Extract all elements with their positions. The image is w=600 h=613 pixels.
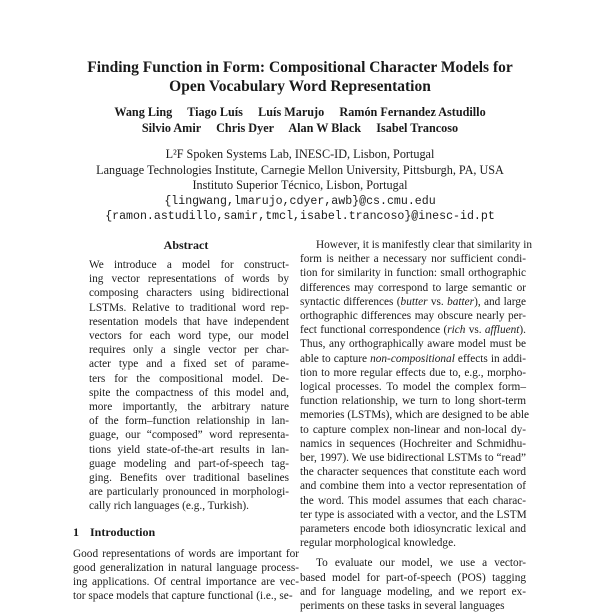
- body-text-line: able to capture non-compositional effects in addi-: [300, 352, 526, 365]
- body-text-line: Good representations of words are important for: [73, 547, 299, 560]
- abstract-line: guage, our “composed” word representa-: [89, 429, 289, 442]
- body-text-line: To evaluate our model, we use a vector-: [316, 557, 526, 570]
- body-text-line: However, it is manifestly clear that similarity in: [316, 239, 533, 251]
- form-function-paragraph: [300, 238, 533, 550]
- body-text-line: and combine them into a vector representation of: [300, 480, 526, 493]
- abstract-line: resentation models that have independent: [89, 315, 289, 328]
- body-text-line: Thus, any orthographically aware model must be: [300, 338, 526, 351]
- authors-line-2: Silvio Amir Chris Dyer Alan W Black Isabel Trancoso: [141, 121, 459, 135]
- abstract-line: are particularly pronounced in morphologi-: [89, 486, 289, 499]
- abstract-line: of the form–function relationship in lan-: [89, 415, 289, 428]
- title-line-2: Open Vocabulary Word Representation: [169, 78, 431, 95]
- abstract-line: composing characters using bidirectional: [89, 287, 289, 300]
- abstract-line: ters for the compositional model. De-: [89, 372, 289, 385]
- abstract-heading: Abstract: [163, 238, 209, 252]
- abstract-body: [89, 258, 289, 514]
- authors-line-1: Wang Ling Tiago Luís Luís Marujo Ramón Fernandez Astudillo: [114, 105, 486, 119]
- introduction-paragraph: [73, 547, 299, 604]
- body-text-line: form is neither a necessary nor sufficient condi-: [300, 253, 526, 266]
- body-text-line: the character sequences that constitute each word: [300, 466, 526, 479]
- affiliation-line-1: L²F Spoken Systems Lab, INESC-ID, Lisbon, Portugal: [165, 147, 435, 161]
- body-text-line: function relationship, we turn to long short-term: [300, 395, 526, 408]
- paper-title: [0, 58, 600, 96]
- body-text-line: regular morphological knowledge.: [300, 537, 456, 550]
- abstract-line: ging. Benefits over traditional baselines: [89, 472, 289, 485]
- affiliations: [0, 147, 600, 225]
- body-text-line: syntactic differences (butter vs. batter), and large: [300, 295, 526, 308]
- title-line-1: Finding Function in Form: Compositional Character Models for: [87, 59, 513, 76]
- section-number: 1: [73, 524, 79, 539]
- body-text-line: ter type is associated with a vector, and the LSTM: [300, 508, 527, 521]
- section-heading-introduction: [73, 525, 299, 539]
- evaluation-paragraph: [300, 556, 526, 613]
- abstract-line: guage modeling and part-of-speech tag-: [89, 457, 289, 470]
- author-list: [0, 104, 600, 136]
- email-line-1: {lingwang,lmarujo,cdyer,awb}@cs.cmu.edu: [164, 194, 436, 208]
- body-text-line: good generalization in natural language process-: [73, 561, 299, 574]
- abstract-line: ing vector representations of words by: [89, 273, 289, 286]
- body-text-line: logical processes. To model the complex form–: [300, 381, 526, 394]
- body-text-line: the word. This model assumes that each charac-: [300, 494, 526, 507]
- left-column: [73, 238, 299, 603]
- body-text-line: fect functional correspondence (rich vs. affluent).: [300, 324, 526, 337]
- body-text-line: ing applications. Of central importance are vec-: [73, 576, 299, 589]
- abstract-line: LSTMs. Relative to traditional word rep-: [89, 301, 289, 314]
- body-text-line: ber, 1997). We use bidirectional LSTMs to “read”: [300, 452, 526, 465]
- body-text-line: periments on these tasks in several languages: [300, 600, 505, 613]
- abstract-line: requires only a single vector per char-: [89, 344, 289, 357]
- abstract-line: acter type and a fixed set of parame-: [89, 358, 289, 371]
- body-text-line: tor space models that capture functional (i.e., se-: [73, 590, 293, 603]
- body-text-line: namics in sequences (Hochreiter and Schmidhu-: [300, 437, 526, 450]
- abstract-line: more importantly, the arbitrary nature: [89, 401, 289, 414]
- section-title: Introduction: [90, 524, 156, 539]
- body-text-line: memories (LSTMs), which are designed to be able: [300, 409, 530, 422]
- email-line-2: {ramon.astudillo,samir,tmcl,isabel.trancoso}@inesc-id.pt: [105, 210, 495, 223]
- body-text-line: and for language modeling, and we report ex-: [300, 585, 526, 598]
- abstract-line: We introduce a model for construct-: [89, 259, 289, 271]
- body-text-line: tion for similarity in function: small orthographic: [300, 267, 526, 280]
- affiliation-line-3: Instituto Superior Técnico, Lisbon, Portugal: [192, 178, 408, 192]
- body-text-line: parameters encode both idiosyncratic lexical and: [300, 523, 526, 536]
- right-column: [300, 238, 533, 613]
- body-text-line: orthographic differences may obscure nearly per-: [300, 310, 526, 323]
- abstract-line: vectors for each word type, our model: [89, 330, 289, 343]
- body-text-line: differences may correspond to large semantic or: [300, 281, 526, 294]
- body-text-line: tion to more regular effects due to, e.g., morpho-: [300, 366, 526, 379]
- abstract-line: tions yield state-of-the-art results in lan-: [89, 443, 289, 456]
- abstract-line: cally rich languages (e.g., Turkish).: [89, 500, 250, 513]
- affiliation-line-2: Language Technologies Institute, Carnegie Mellon University, Pittsburgh, PA, USA: [96, 162, 504, 177]
- body-text-line: based model for part-of-speech (POS) tagging: [300, 571, 526, 584]
- body-text-line: to capture complex non-linear and non-local dy-: [300, 423, 526, 436]
- abstract-line: spite the compactness of this model and,: [89, 386, 289, 399]
